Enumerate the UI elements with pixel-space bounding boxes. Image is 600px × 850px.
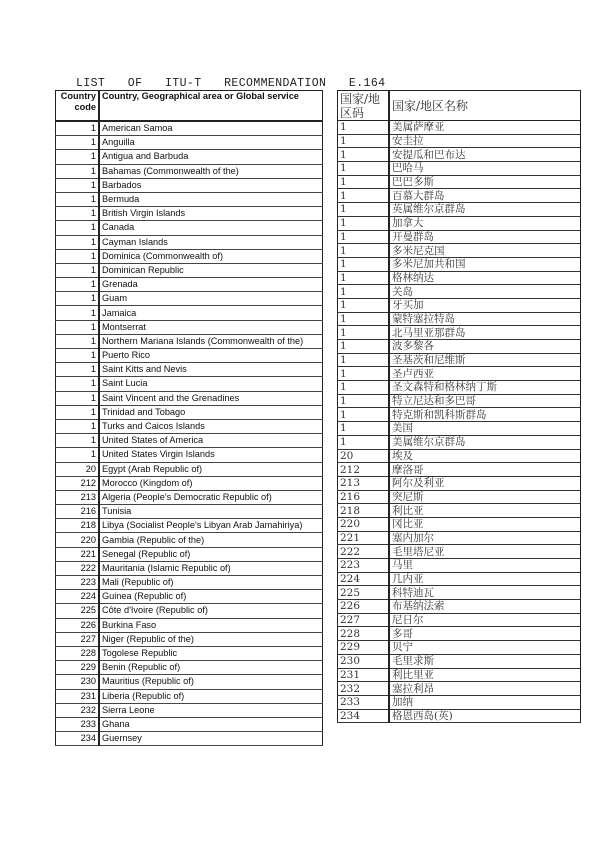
country-code-cell: 1	[338, 175, 390, 189]
country-code-cell: 1	[338, 134, 390, 148]
country-name-cell: Mauritius (Republic of)	[99, 675, 323, 689]
country-name-cell: 北马里亚那群岛	[389, 326, 581, 340]
table-row	[56, 646, 323, 660]
table-header-row	[338, 91, 581, 121]
country-code-cell: 1	[56, 178, 100, 192]
table-row	[338, 244, 581, 258]
country-code-cell: 1	[338, 230, 390, 244]
table-row	[338, 422, 581, 436]
country-code-cell: 20	[56, 462, 100, 476]
country-name-cell: Sierra Leone	[99, 703, 323, 717]
country-name-cell: Guernsey	[99, 732, 323, 746]
table-row	[56, 221, 323, 235]
country-name-cell: 塞内加尔	[389, 531, 581, 545]
country-code-cell: 223	[56, 576, 100, 590]
table-row	[56, 732, 323, 746]
country-code-cell: 227	[338, 613, 390, 627]
table-row	[56, 505, 323, 519]
country-code-cell: 218	[56, 519, 100, 533]
country-name-cell: Côte d'Ivoire (Republic of)	[99, 604, 323, 618]
country-name-cell: United States of America	[99, 434, 323, 448]
country-name-cell: Liberia (Republic of)	[99, 689, 323, 703]
country-name-cell: 蒙特塞拉特岛	[389, 312, 581, 326]
country-code-cell: 221	[56, 547, 100, 561]
country-code-cell: 1	[338, 189, 390, 203]
table-row	[338, 559, 581, 573]
table-row	[338, 613, 581, 627]
country-code-cell: 1	[338, 394, 390, 408]
country-name-cell: 多哥	[389, 627, 581, 641]
country-name-cell: 加拿大	[389, 216, 581, 230]
country-name-cell: Northern Mariana Islands (Commonwealth of the)	[99, 334, 323, 348]
table-row	[338, 627, 581, 641]
country-name-cell: Dominica (Commonwealth of)	[99, 249, 323, 263]
table-row	[56, 121, 323, 136]
country-name-cell: Cayman Islands	[99, 235, 323, 249]
table-row	[56, 349, 323, 363]
country-code-cell: 1	[56, 434, 100, 448]
country-name-cell: Mali (Republic of)	[99, 576, 323, 590]
country-code-cell: 1	[56, 419, 100, 433]
table-row	[338, 394, 581, 408]
country-name-cell: 利比里亚	[389, 668, 581, 682]
country-name-cell: British Virgin Islands	[99, 207, 323, 221]
country-name-cell: 圣卢西亚	[389, 367, 581, 381]
country-code-cell: 223	[338, 559, 390, 573]
country-code-cell: 1	[338, 381, 390, 395]
table-row	[56, 476, 323, 490]
country-code-cell: 218	[338, 504, 390, 518]
country-name-cell: 关岛	[389, 285, 581, 299]
country-code-cell: 1	[338, 162, 390, 176]
country-name-cell: 牙买加	[389, 298, 581, 312]
table-row	[56, 249, 323, 263]
country-code-cell: 1	[338, 257, 390, 271]
table-row	[338, 367, 581, 381]
table-row	[56, 306, 323, 320]
table-row	[338, 476, 581, 490]
country-code-cell: 1	[56, 306, 100, 320]
country-name-cell: Ghana	[99, 717, 323, 731]
country-code-cell: 1	[338, 148, 390, 162]
country-name-cell: Puerto Rico	[99, 349, 323, 363]
country-name-cell: American Samoa	[99, 121, 323, 136]
table-row	[338, 285, 581, 299]
country-code-cell: 222	[338, 545, 390, 559]
table-row	[338, 504, 581, 518]
country-name-cell: 加纳	[389, 695, 581, 709]
country-name-cell: Bahamas (Commonwealth of the)	[99, 164, 323, 178]
table-row	[338, 449, 581, 463]
table-row	[338, 203, 581, 217]
country-code-cell: 221	[338, 531, 390, 545]
table-row	[56, 178, 323, 192]
country-code-cell: 1	[338, 353, 390, 367]
country-code-cell: 228	[338, 627, 390, 641]
country-code-cell: 1	[338, 285, 390, 299]
country-name-cell: 毛里求斯	[389, 654, 581, 668]
country-code-cell: 1	[56, 448, 100, 462]
country-name-cell: 毛里塔尼亚	[389, 545, 581, 559]
country-name-cell: Algeria (People's Democratic Republic of)	[99, 490, 323, 504]
table-row	[338, 271, 581, 285]
country-code-cell: 216	[56, 505, 100, 519]
table-row	[56, 334, 323, 348]
country-name-cell: 多米尼克国	[389, 244, 581, 258]
table-row	[56, 377, 323, 391]
country-code-cell: 1	[56, 292, 100, 306]
country-name-cell: 科特迪瓦	[389, 586, 581, 600]
country-code-cell: 216	[338, 490, 390, 504]
table-row	[338, 695, 581, 709]
country-name-cell: 多米尼加共和国	[389, 257, 581, 271]
country-name-cell: Barbados	[99, 178, 323, 192]
table-row	[338, 668, 581, 682]
country-code-cell: 224	[56, 590, 100, 604]
country-name-cell: 马里	[389, 559, 581, 573]
table-row	[56, 604, 323, 618]
table-row	[338, 545, 581, 559]
country-code-cell: 228	[56, 646, 100, 660]
table-row	[56, 136, 323, 150]
table-row	[56, 519, 323, 533]
country-name-cell: Anguilla	[99, 136, 323, 150]
country-code-cell: 1	[338, 326, 390, 340]
table-row	[56, 618, 323, 632]
table-row	[56, 235, 323, 249]
table-row	[338, 148, 581, 162]
country-name-cell: 贝宁	[389, 641, 581, 655]
country-code-cell: 232	[56, 703, 100, 717]
table-row	[56, 533, 323, 547]
country-code-table-english	[55, 90, 323, 746]
country-name-cell: 安圭拉	[389, 134, 581, 148]
table-row	[56, 490, 323, 504]
country-code-cell: 1	[56, 391, 100, 405]
country-code-cell: 1	[56, 334, 100, 348]
table-row	[56, 405, 323, 419]
country-name-cell: Gambia (Republic of the)	[99, 533, 323, 547]
country-name-cell: 特克斯和凯科斯群岛	[389, 408, 581, 422]
country-name-cell: Guam	[99, 292, 323, 306]
country-code-cell: 230	[338, 654, 390, 668]
country-code-cell: 226	[56, 618, 100, 632]
country-name-cell: Saint Lucia	[99, 377, 323, 391]
country-code-cell: 220	[338, 517, 390, 531]
table-row	[56, 448, 323, 462]
country-code-cell: 1	[56, 235, 100, 249]
table-row	[338, 654, 581, 668]
country-name-cell: 格恩西岛(英)	[389, 709, 581, 723]
country-code-cell: 213	[338, 476, 390, 490]
table-row	[56, 632, 323, 646]
header-country-name: Country, Geographical area or Global service	[99, 91, 323, 122]
country-name-cell: 开曼群岛	[389, 230, 581, 244]
table-row	[56, 263, 323, 277]
country-name-cell: United States Virgin Islands	[99, 448, 323, 462]
country-name-cell: 美属萨摩亚	[389, 121, 581, 135]
country-name-cell: 埃及	[389, 449, 581, 463]
table-row	[56, 278, 323, 292]
country-name-cell: 格林纳达	[389, 271, 581, 285]
country-name-cell: Tunisia	[99, 505, 323, 519]
country-code-cell: 1	[338, 312, 390, 326]
country-code-cell: 1	[338, 121, 390, 135]
country-code-cell: 231	[338, 668, 390, 682]
country-code-cell: 1	[56, 164, 100, 178]
country-code-cell: 232	[338, 682, 390, 696]
country-code-cell: 229	[56, 661, 100, 675]
table-row	[338, 175, 581, 189]
header-country-code: Country code	[56, 91, 100, 122]
country-code-cell: 1	[56, 121, 100, 136]
table-row	[338, 408, 581, 422]
country-code-cell: 233	[338, 695, 390, 709]
table-row	[338, 162, 581, 176]
country-name-cell: 冈比亚	[389, 517, 581, 531]
table-row	[338, 134, 581, 148]
country-name-cell: Egypt (Arab Republic of)	[99, 462, 323, 476]
table-row	[56, 717, 323, 731]
country-code-cell: 20	[338, 449, 390, 463]
country-name-cell: Burkina Faso	[99, 618, 323, 632]
table-row	[338, 230, 581, 244]
table-row	[56, 689, 323, 703]
country-name-cell: 塞拉利昂	[389, 682, 581, 696]
table-row	[56, 363, 323, 377]
table-row	[338, 381, 581, 395]
country-name-cell: Trinidad and Tobago	[99, 405, 323, 419]
country-name-cell: 阿尔及利亚	[389, 476, 581, 490]
header-country-name: 国家/地区名称	[389, 91, 581, 121]
table-row	[56, 576, 323, 590]
country-code-cell: 1	[56, 320, 100, 334]
country-name-cell: 几内亚	[389, 572, 581, 586]
country-code-cell: 1	[338, 298, 390, 312]
table-row	[56, 391, 323, 405]
country-name-cell: Libya (Socialist People's Libyan Arab Jamahiriya)	[99, 519, 323, 533]
country-code-cell: 222	[56, 561, 100, 575]
country-code-cell: 1	[338, 244, 390, 258]
table-row	[56, 590, 323, 604]
country-code-cell: 212	[56, 476, 100, 490]
country-name-cell: 圣文森特和格林纳丁斯	[389, 381, 581, 395]
country-name-cell: Guinea (Republic of)	[99, 590, 323, 604]
country-code-cell: 224	[338, 572, 390, 586]
country-name-cell: Saint Kitts and Nevis	[99, 363, 323, 377]
country-name-cell: Morocco (Kingdom of)	[99, 476, 323, 490]
country-code-cell: 1	[56, 136, 100, 150]
country-code-cell: 213	[56, 490, 100, 504]
country-name-cell: 布基纳法索	[389, 600, 581, 614]
country-name-cell: 尼日尔	[389, 613, 581, 627]
document-title: LIST OF ITU-T RECOMMENDATION E.164	[76, 77, 386, 90]
country-code-cell: 212	[338, 463, 390, 477]
country-code-cell: 225	[338, 586, 390, 600]
country-code-table-chinese	[337, 90, 581, 723]
country-code-cell: 234	[56, 732, 100, 746]
country-code-cell: 1	[338, 408, 390, 422]
table-row	[56, 434, 323, 448]
table-row	[56, 547, 323, 561]
country-name-cell: 圣基茨和尼维斯	[389, 353, 581, 367]
table-row	[338, 216, 581, 230]
country-name-cell: 巴巴多斯	[389, 175, 581, 189]
country-code-cell: 231	[56, 689, 100, 703]
table-row	[56, 419, 323, 433]
table-row	[338, 298, 581, 312]
country-code-cell: 233	[56, 717, 100, 731]
table-row	[338, 682, 581, 696]
table-row	[56, 561, 323, 575]
country-code-cell: 1	[56, 363, 100, 377]
country-name-cell: 美国	[389, 422, 581, 436]
country-code-cell: 1	[56, 263, 100, 277]
country-code-cell: 225	[56, 604, 100, 618]
table-row	[56, 150, 323, 164]
table-row	[56, 164, 323, 178]
country-name-cell: Montserrat	[99, 320, 323, 334]
country-name-cell: 美属维尔京群岛	[389, 435, 581, 449]
country-name-cell: 特立尼达和多巴哥	[389, 394, 581, 408]
country-name-cell: Antigua and Barbuda	[99, 150, 323, 164]
table-row	[338, 490, 581, 504]
country-code-cell: 1	[56, 249, 100, 263]
table-row	[338, 531, 581, 545]
country-name-cell: 摩洛哥	[389, 463, 581, 477]
table-row	[56, 207, 323, 221]
country-code-cell: 1	[56, 207, 100, 221]
table-row	[56, 192, 323, 206]
table-row	[56, 661, 323, 675]
table-row	[338, 517, 581, 531]
country-name-cell: Senegal (Republic of)	[99, 547, 323, 561]
country-name-cell: Niger (Republic of the)	[99, 632, 323, 646]
country-code-cell: 1	[56, 221, 100, 235]
country-code-cell: 1	[56, 377, 100, 391]
header-country-code: 国家/地区码	[338, 91, 390, 121]
country-code-cell: 1	[338, 203, 390, 217]
country-code-cell: 1	[338, 216, 390, 230]
country-name-cell: 巴哈马	[389, 162, 581, 176]
country-name-cell: 利比亚	[389, 504, 581, 518]
table-row	[338, 312, 581, 326]
table-row	[338, 189, 581, 203]
country-code-cell: 1	[338, 435, 390, 449]
table-row	[338, 572, 581, 586]
country-code-cell: 1	[338, 271, 390, 285]
table-row	[338, 709, 581, 723]
country-name-cell: Benin (Republic of)	[99, 661, 323, 675]
country-name-cell: Grenada	[99, 278, 323, 292]
country-code-cell: 1	[338, 422, 390, 436]
table-row	[338, 435, 581, 449]
table-row	[56, 703, 323, 717]
country-code-cell: 230	[56, 675, 100, 689]
country-name-cell: Dominican Republic	[99, 263, 323, 277]
table-row	[338, 463, 581, 477]
table-row	[56, 462, 323, 476]
table-row	[338, 121, 581, 135]
table-row	[338, 641, 581, 655]
country-code-cell: 1	[56, 150, 100, 164]
country-name-cell: 突尼斯	[389, 490, 581, 504]
country-code-cell: 229	[338, 641, 390, 655]
country-code-cell: 226	[338, 600, 390, 614]
country-name-cell: 波多黎各	[389, 340, 581, 354]
country-name-cell: 安提瓜和巴布达	[389, 148, 581, 162]
country-name-cell: Togolese Republic	[99, 646, 323, 660]
table-row	[56, 320, 323, 334]
table-row	[56, 675, 323, 689]
country-code-cell: 1	[56, 405, 100, 419]
country-code-cell: 1	[56, 278, 100, 292]
table-row	[338, 586, 581, 600]
table-header-row	[56, 91, 323, 122]
country-code-cell: 1	[56, 349, 100, 363]
table-row	[338, 257, 581, 271]
country-name-cell: Canada	[99, 221, 323, 235]
country-code-cell: 220	[56, 533, 100, 547]
table-row	[338, 340, 581, 354]
country-name-cell: 百慕大群岛	[389, 189, 581, 203]
country-name-cell: 英属维尔京群岛	[389, 203, 581, 217]
country-name-cell: Turks and Caicos Islands	[99, 419, 323, 433]
table-row	[338, 353, 581, 367]
country-code-cell: 227	[56, 632, 100, 646]
country-code-cell: 1	[56, 192, 100, 206]
table-row	[338, 600, 581, 614]
table-row	[56, 292, 323, 306]
country-name-cell: Saint Vincent and the Grenadines	[99, 391, 323, 405]
country-name-cell: Bermuda	[99, 192, 323, 206]
table-row	[338, 326, 581, 340]
country-code-cell: 1	[338, 367, 390, 381]
country-name-cell: Mauritania (Islamic Republic of)	[99, 561, 323, 575]
country-name-cell: Jamaica	[99, 306, 323, 320]
country-code-cell: 1	[338, 340, 390, 354]
country-code-cell: 234	[338, 709, 390, 723]
